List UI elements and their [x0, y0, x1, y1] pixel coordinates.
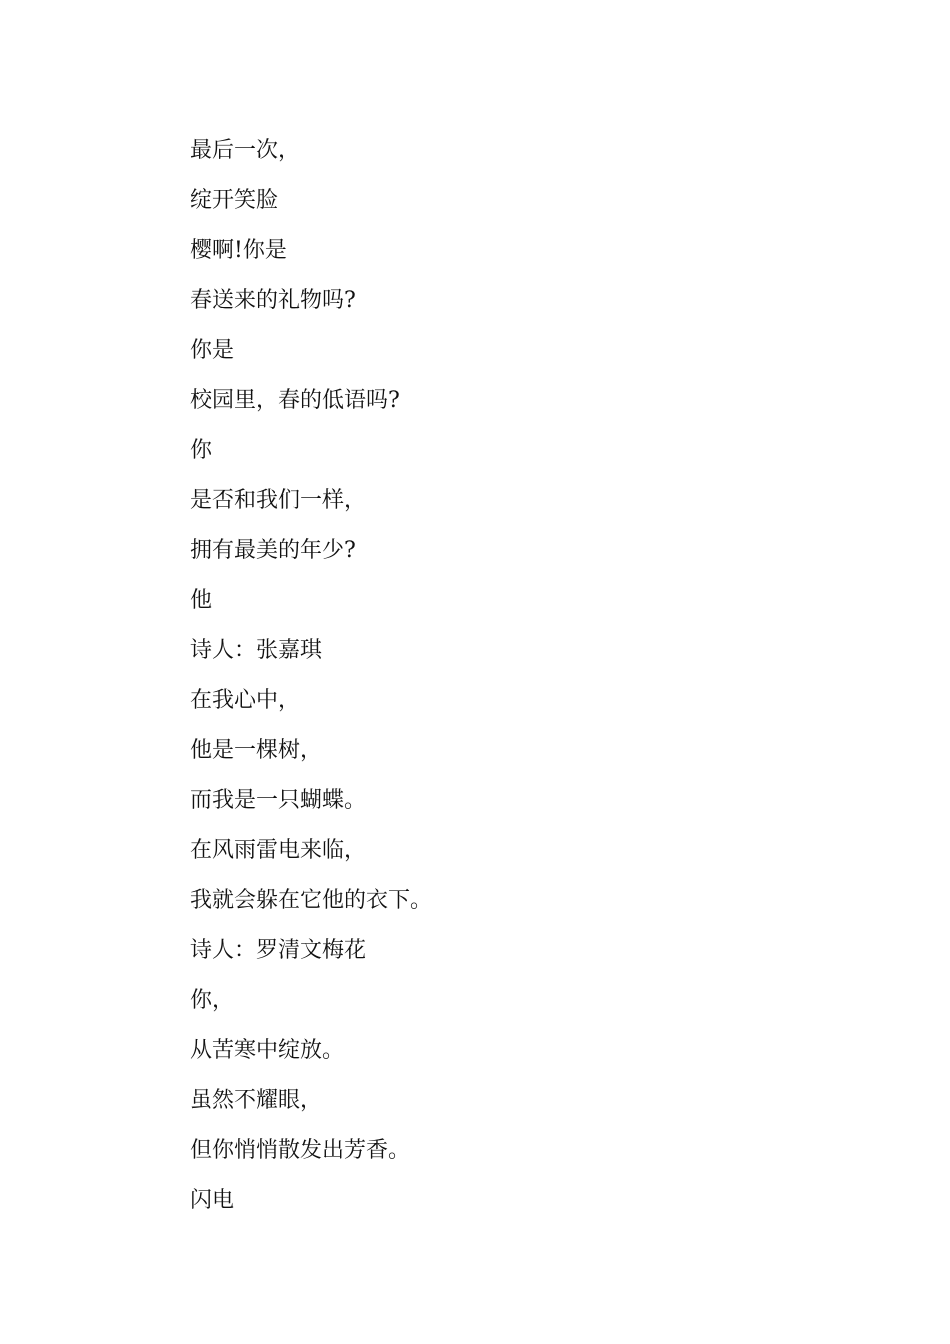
text-line: 校园里，春的低语吗?	[190, 388, 400, 413]
text-line: 在我心中，	[190, 688, 301, 713]
poet-credit-line: 诗人：罗清文梅花	[190, 938, 367, 963]
text-line: 闪电	[190, 1188, 235, 1213]
text-line: 他是一棵树，	[190, 738, 323, 763]
text-line: 你是	[190, 338, 235, 363]
poem-text-block	[190, 131, 432, 1231]
text-line: 但你悄悄散发出芳香。	[190, 1138, 411, 1163]
text-line: 你，	[190, 988, 235, 1013]
text-line: 春送来的礼物吗?	[190, 288, 356, 313]
text-line: 而我是一只蝴蝶。	[190, 788, 367, 813]
text-line: 樱啊!你是	[190, 238, 287, 263]
text-line: 他	[190, 588, 213, 613]
text-line: 最后一次，	[190, 138, 301, 163]
text-line: 从苦寒中绽放。	[190, 1038, 345, 1063]
text-line: 是否和我们一样，	[190, 488, 367, 513]
text-line: 在风雨雷电来临，	[190, 838, 367, 863]
text-line: 拥有最美的年少?	[190, 538, 356, 563]
poet-credit-line: 诗人：张嘉琪	[190, 638, 323, 663]
text-line: 虽然不耀眼，	[190, 1088, 323, 1113]
text-line: 绽开笑脸	[190, 188, 279, 213]
text-line: 我就会躲在它他的衣下。	[190, 888, 433, 913]
text-line: 你	[190, 438, 213, 463]
